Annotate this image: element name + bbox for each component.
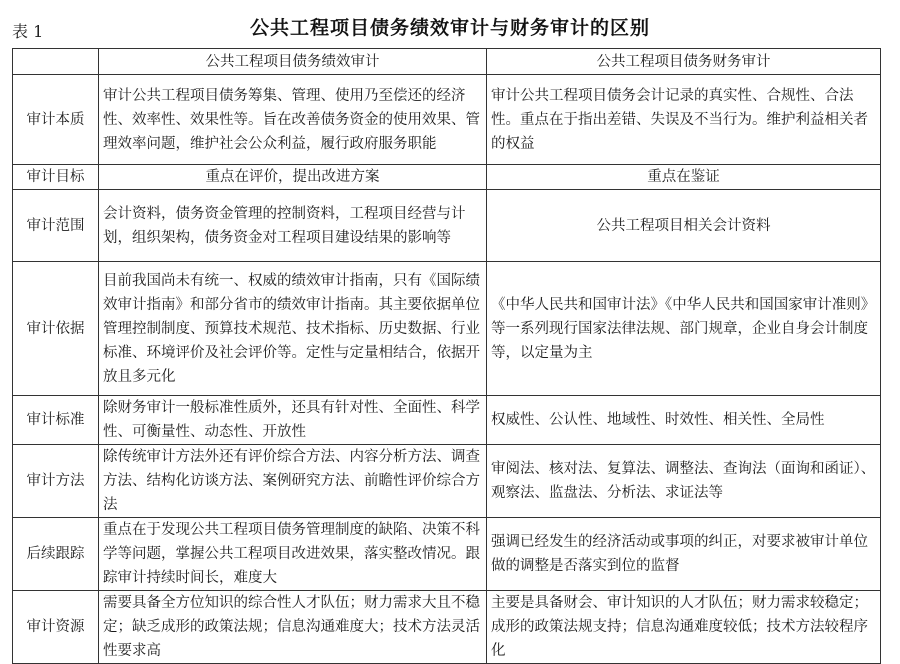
cell-financial: 公共工程项目相关会计资料 [487,190,881,262]
cell-financial: 审计公共工程项目债务会计记录的真实性、合规性、合法性。重点在于指出差错、失误及不当行为。维护利益相关者的权益 [487,75,881,165]
row-label-audit-standard: 审计标准 [13,396,99,445]
row-label-follow-up: 后续跟踪 [13,518,99,591]
cell-financial: 《中华人民共和国审计法》《中华人民共和国国家审计准则》等一系列现行国家法律法规、部门规章，企业自身会计制度等，以定量为主 [487,262,881,396]
table-number-label: 表 1 [12,22,44,41]
cell-performance: 重点在评价，提出改进方案 [99,165,487,190]
cell-financial: 强调已经发生的经济活动或事项的纠正，对要求被审计单位做的调整是否落实到位的监督 [487,518,881,591]
cell-performance: 会计资料，债务资金管理的控制资料，工程项目经营与计划，组织架构，债务资金对工程项目建设结果的影响等 [99,190,487,262]
cell-performance: 需要具备全方位知识的综合性人才队伍；财力需求大且不稳定；缺乏成形的政策法规；信息沟通难度大；技术方法灵活性要求高 [99,591,487,664]
table-row [13,190,881,262]
table-row [13,591,881,664]
cell-financial: 权威性、公认性、地域性、时效性、相关性、全局性 [487,396,881,445]
cell-financial: 重点在鉴证 [487,165,881,190]
cell-performance: 目前我国尚未有统一、权威的绩效审计指南，只有《国际绩效审计指南》和部分省市的绩效审计指南。其主要依据单位管理控制制度、预算技术规范、技术指标、历史数据、行业标准、环境评价及社会评价等。定性与定量相结合，依据开放且多元化 [99,262,487,396]
row-label-audit-nature: 审计本质 [13,75,99,165]
header-row [13,49,881,75]
cell-performance: 重点在于发现公共工程项目债务管理制度的缺陷、决策不科学等问题，掌握公共工程项目改进效果，落实整改情况。跟踪审计持续时间长，难度大 [99,518,487,591]
table-row [13,165,881,190]
row-label-audit-method: 审计方法 [13,445,99,518]
cell-performance: 审计公共工程项目债务筹集、管理、使用乃至偿还的经济性、效率性、效果性等。旨在改善债务资金的使用效果、管理效率问题，维护社会公众利益，履行政府服务职能 [99,75,487,165]
row-label-audit-scope: 审计范围 [13,190,99,262]
cell-financial: 审阅法、核对法、复算法、调整法、查询法（面询和函证）、观察法、监盘法、分析法、求证法等 [487,445,881,518]
cell-performance: 除传统审计方法外还有评价综合方法、内容分析方法、调查方法、结构化访谈方法、案例研究方法、前瞻性评价综合方法 [99,445,487,518]
table-row [13,518,881,591]
header-performance-audit: 公共工程项目债务绩效审计 [99,49,487,75]
cell-performance: 除财务审计一般标准性质外，还具有针对性、全面性、科学性、可衡量性、动态性、开放性 [99,396,487,445]
header-financial-audit: 公共工程项目债务财务审计 [487,49,881,75]
table-row [13,396,881,445]
table-row [13,262,881,396]
header-blank-cell [13,49,99,75]
cell-financial: 主要是具备财会、审计知识的人才队伍；财力需求较稳定；成形的政策法规支持；信息沟通难度较低；技术方法较程序化 [487,591,881,664]
row-label-audit-resources: 审计资源 [13,591,99,664]
page-title: 公共工程项目债务绩效审计与财务审计的区别 [249,17,650,39]
table-row [13,445,881,518]
row-label-audit-basis: 审计依据 [13,262,99,396]
comparison-table [12,48,881,664]
table-row [13,75,881,165]
row-label-audit-objective: 审计目标 [13,165,99,190]
